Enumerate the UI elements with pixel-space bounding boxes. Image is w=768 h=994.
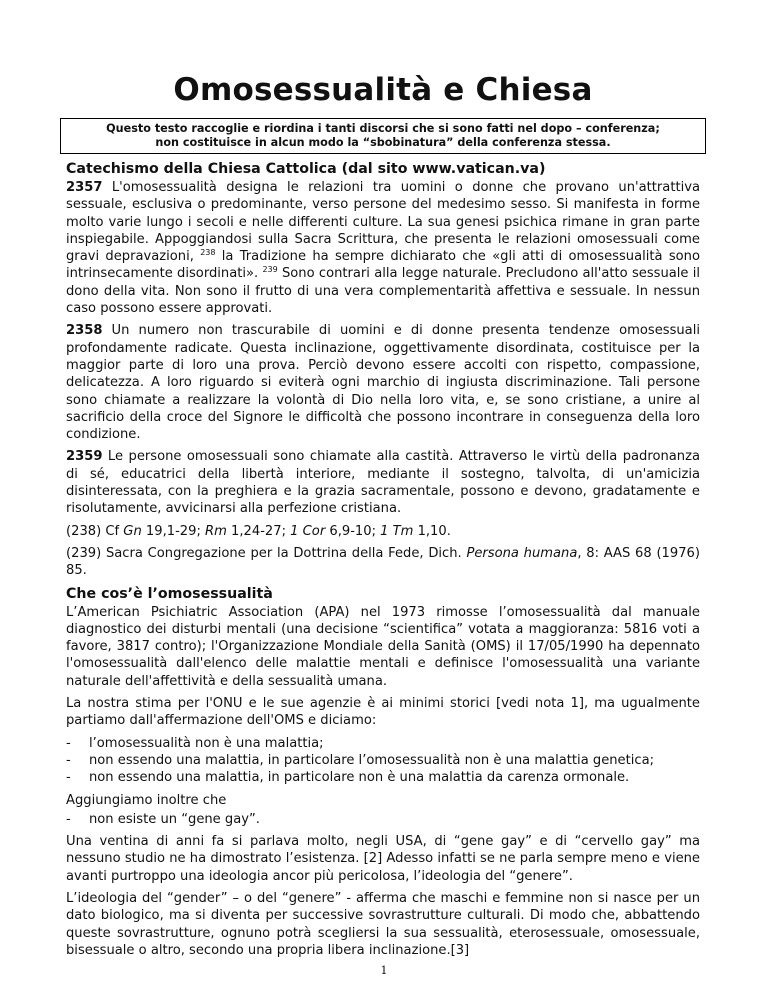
list-item xyxy=(66,735,700,752)
footnote-ref: 239 xyxy=(262,265,278,275)
list-item xyxy=(66,811,700,828)
paragraph-aggiungiamo: Aggiungiamo inoltre che xyxy=(66,792,227,808)
notice-line-1: Questo testo raccoglie e riordina i tanti discorsi che si sono fatti nel dopo – conferenza; xyxy=(106,122,660,135)
list-item-text: non essendo una malattia, in particolare non è una malattia da carenza ormonale. xyxy=(89,770,630,786)
paragraph-gene-gay: Una ventina di anni fa si parlava molto, negli USA, di “gene gay” e di “cervello gay” ma nessuno studio ne ha dimostrato l’esistenza. [2] Adesso infatti se ne parla sempre meno e viene avanti purtroppo una ideologia ancor più pericolosa, l’ideologia del “genere”. xyxy=(66,834,700,884)
page-title: Omosessualità e Chiesa xyxy=(173,72,593,108)
paragraph-text: Un numero non trascurabile di uomini e di donne presenta tendenze omosessuali profondamente radicate. Questa inclinazione, oggettivamente disordinata, costituisce per la maggior parte di loro una prova. Perciò devono essere accolti con rispetto, compassione, delicatezza. A loro riguardo si eviterà ogni marchio di ingiusta discriminazione. Tali persone sono chiamate a realizzare la volontà di Dio nella loro vita, e, se sono cristiane, a unire al sacrificio della croce del Signore le difficoltà che possono incontrare in conseguenza della loro condizione. xyxy=(66,323,700,443)
footnote-text: 1,24-27; xyxy=(226,523,291,539)
bullet-dash: - xyxy=(66,735,71,751)
book-ref: Rm xyxy=(205,523,227,539)
notice-box xyxy=(60,118,706,154)
book-ref: Gn xyxy=(123,523,142,539)
footnote-text: (239) Sacra Congregazione per la Dottrina della Fede, Dich. xyxy=(66,545,467,561)
paragraph-text: L'omosessualità designa le relazioni tra uomini o donne che provano un'attrattiva sessuale, esclusiva o predominante, verso persone del medesimo sesso. Si manifesta in forme molto varie lungo i secoli e nelle differenti culture. La sua genesi psichica rimane in gran parte inspiegabile. Appoggiandosi sulla Sacra Scrittura, che presenta le relazioni omosessuali come gravi depravazioni, xyxy=(66,180,700,265)
section-heading-catechismo: Catechismo della Chiesa Cattolica (dal sito www.vatican.va) xyxy=(66,161,546,177)
footnote-text: 19,1-29; xyxy=(141,523,206,539)
page-number: 1 xyxy=(380,964,388,977)
paragraph-2357 xyxy=(66,179,700,317)
footnote-text: 1,10. xyxy=(413,523,451,539)
book-ref: 1 Tm xyxy=(380,523,414,539)
footnote-238 xyxy=(66,523,700,540)
notice-line-2: non costituisce in alcun modo la “sbobinatura” della conferenza stessa. xyxy=(155,136,611,149)
paragraph-apa: L’American Psichiatric Association (APA) nel 1973 rimosse l’omosessualità dal manuale diagnostico dei disturbi mentali (una decisione “scientifica” votata a maggioranza: 5816 voti a favore, 3817 contro); l'Organizzazione Mondiale della Sanità (OMS) il 17/05/1990 ha depennato l'omosessualità dall'elenco delle malattie mentali e definisce l'omosessualità una variante naturale dell'affettività e della sessualità umana. xyxy=(66,604,700,689)
bullet-list xyxy=(66,735,700,787)
paragraph-text: la Tradizione ha sempre dichiarato che «gli atti di omosessualità sono intrinsecamente disordinati». xyxy=(66,249,700,282)
list-item xyxy=(66,769,700,786)
bullet-dash: - xyxy=(66,811,71,827)
book-ref: 1 Cor xyxy=(290,523,326,539)
document-page xyxy=(66,72,700,964)
list-item xyxy=(66,752,700,769)
footnote-text: 6,9-10; xyxy=(325,523,381,539)
footnote-text: , 8: AAS 68 (1976) 85. xyxy=(66,545,700,579)
footnote-ref: 238 xyxy=(200,248,216,258)
paragraph-2358 xyxy=(66,322,700,443)
paragraph-2359 xyxy=(66,448,700,517)
list-item-text: l’omosessualità non è una malattia; xyxy=(89,735,324,751)
list-item-text: non esiste un “gene gay”. xyxy=(89,811,260,827)
paragraph-gender: L’ideologia del “gender” – o del “genere” - afferma che maschi e femmine non si nasce per un dato biologico, ma si diventa per successive sovrastrutture culturali. Di modo che, abbattendo queste sovrastrutture, ognuno potrà scegliersi la sua sessualità, eterosessuale, omosessuale, bisessuale o altro, secondo una propria libera inclinazione.[3] xyxy=(66,890,700,958)
paragraph-text: Sono contrari alla legge naturale. Precludono all'atto sessuale il dono della vita. Non sono il frutto di una vera complementarità affettiva e sessuale. In nessun caso possono essere approvati. xyxy=(66,266,701,317)
list-item-text: non essendo una malattia, in particolare l’omosessualità non è una malattia genetica; xyxy=(89,752,655,768)
footnote-239 xyxy=(66,545,700,580)
paragraph-text: Le persone omosessuali sono chiamate alla castità. Attraverso le virtù della padronanza di sé, educatrici della libertà interiore, mediante il sostegno, talvolta, di un'amicizia disinteressata, con la preghiera e la grazia sacramentale, possono e devono, gradatamente e risolutamente, avvicinarsi alla perfezione cristiana. xyxy=(66,449,700,517)
bullet-dash: - xyxy=(66,752,71,768)
bullet-dash: - xyxy=(66,770,71,786)
section-heading-omosessualita: Che cos’è l’omosessualità xyxy=(66,585,273,602)
paragraph-number: 2359 xyxy=(66,449,103,465)
footnote-text: (238) Cf xyxy=(66,523,124,539)
paragraph-number: 2358 xyxy=(66,323,103,339)
paragraph-number: 2357 xyxy=(66,180,103,195)
paragraph-onu: La nostra stima per l'ONU e le sue agenzie è ai minimi storici [vedi nota 1], ma ugualmente partiamo dall'affermazione dell'OMS e diciamo: xyxy=(66,696,700,729)
document-title-ref: Persona humana xyxy=(466,545,578,561)
bullet-list-2 xyxy=(66,811,700,828)
